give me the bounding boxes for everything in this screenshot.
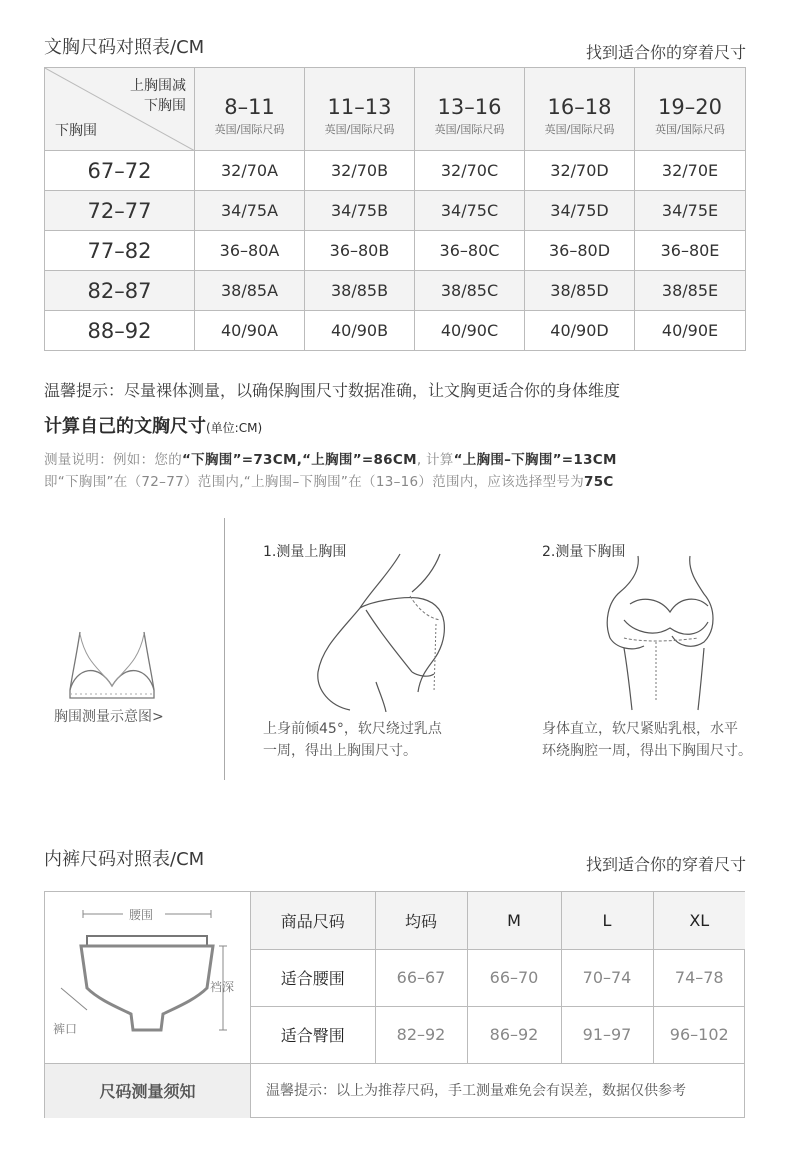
step1-title: 1.测量上胸围: [263, 544, 347, 560]
bra-diagram-icon: [62, 628, 162, 706]
bra-diagram-caption: 胸围测量示意图>: [54, 709, 164, 725]
size-cell: 38/85D: [525, 271, 635, 311]
measurement-tip: 温馨提示：尽量裸体测量，以确保胸围尺寸数据准确，让文胸更适合你的身体维度: [44, 381, 621, 400]
table-row: [45, 231, 746, 271]
panty-diagram-icon: [45, 892, 251, 1063]
panty-header-row: [251, 892, 745, 949]
size-cell: 38/85E: [635, 271, 746, 311]
size-cell: 40/90B: [305, 311, 415, 351]
crotch-depth-label: 裆深: [210, 980, 235, 994]
calc-example-line2: 即“下胸围”在（72–77）范围内,“上胸围–下胸围”在（13–16）范围内，应该选择型号为75C: [44, 474, 614, 490]
column-header: 13–16 英国/国际尺码: [415, 68, 525, 151]
size-cell: 82–92: [375, 1006, 467, 1063]
bra-size-title: 文胸尺码对照表/CM: [44, 37, 205, 58]
panty-size-title: 内裤尺码对照表/CM: [44, 849, 205, 870]
bra-size-subtitle: 找到适合你的穿着尺寸: [585, 43, 746, 62]
step1-description: 上身前倾45°，软尺绕过乳点 一周，得出上胸围尺寸。: [263, 721, 442, 759]
size-cell: 34/75A: [195, 191, 305, 231]
size-cell: 40/90C: [415, 311, 525, 351]
size-notice-text: 温馨提示：以上为推荐尺码，手工测量难免会有误差，数据仅供参考: [252, 1063, 745, 1118]
corner-bottom-label: 下胸围: [55, 123, 97, 139]
size-cell: 36–80B: [305, 231, 415, 271]
column-header: 19–20 英国/国际尺码: [635, 68, 746, 151]
column-header: 8–11 英国/国际尺码: [195, 68, 305, 151]
upper-bust-measure-illustration: [300, 552, 470, 712]
size-cell: 38/85B: [305, 271, 415, 311]
row-label: 适合腰围: [251, 949, 375, 1006]
table-row: [45, 151, 746, 191]
panty-diagram-cell: [45, 892, 251, 1063]
step2-description: 身体直立，软尺紧贴乳根，水平 环绕胸腔一周，得出下胸围尺寸。: [542, 721, 752, 759]
table-row: [45, 311, 746, 351]
row-label: 适合臀围: [251, 1006, 375, 1063]
under-bust-measure-illustration: [580, 552, 740, 712]
size-cell: 36–80E: [635, 231, 746, 271]
table-corner-cell: [45, 68, 195, 151]
size-cell: 36–80A: [195, 231, 305, 271]
size-cell: 38/85A: [195, 271, 305, 311]
row-label: 72–77: [45, 191, 195, 231]
size-cell: 34/75B: [305, 191, 415, 231]
size-notice-label: 尺码测量须知: [45, 1063, 251, 1118]
size-cell: 96–102: [653, 1006, 745, 1063]
size-cell: 34/75E: [635, 191, 746, 231]
calc-example-line1: 测量说明：例如：您的“下胸围”=73CM,“上胸围”=86CM, 计算“上胸围–下胸围”=13CM: [44, 452, 617, 468]
calc-title: 计算自己的文胸尺寸(单位:CM): [44, 416, 263, 437]
row-label: 82–87: [45, 271, 195, 311]
corner-top-label: 上胸围减 下胸围: [130, 78, 186, 114]
size-cell: 66–67: [375, 949, 467, 1006]
leg-opening-label: 裤口: [53, 1022, 78, 1036]
size-cell: 86–92: [467, 1006, 561, 1063]
size-cell: 40/90E: [635, 311, 746, 351]
column-header: 商品尺码: [251, 892, 375, 949]
row-label: 88–92: [45, 311, 195, 351]
size-cell: 91–97: [561, 1006, 653, 1063]
table-header-row: [45, 68, 746, 151]
row-label: 67–72: [45, 151, 195, 191]
column-header: L: [561, 892, 653, 949]
bra-size-table: [44, 67, 746, 351]
column-header: M: [467, 892, 561, 949]
column-header: 16–18 英国/国际尺码: [525, 68, 635, 151]
row-label: 77–82: [45, 231, 195, 271]
column-header: 11–13 英国/国际尺码: [305, 68, 415, 151]
divider-line: [224, 518, 225, 780]
size-cell: 40/90A: [195, 311, 305, 351]
size-cell: 34/75D: [525, 191, 635, 231]
size-cell: 38/85C: [415, 271, 525, 311]
panty-size-subtitle: 找到适合你的穿着尺寸: [585, 855, 746, 874]
column-header: XL: [653, 892, 745, 949]
size-cell: 34/75C: [415, 191, 525, 231]
size-cell: 32/70C: [415, 151, 525, 191]
size-cell: 40/90D: [525, 311, 635, 351]
table-row: [45, 191, 746, 231]
size-cell: 32/70D: [525, 151, 635, 191]
column-header: 均码: [375, 892, 467, 949]
table-row: [45, 271, 746, 311]
size-cell: 74–78: [653, 949, 745, 1006]
table-row: [251, 1006, 745, 1063]
size-cell: 70–74: [561, 949, 653, 1006]
size-cell: 32/70A: [195, 151, 305, 191]
size-cell: 36–80D: [525, 231, 635, 271]
waist-label: 腰围: [129, 908, 154, 922]
panty-size-grid: [251, 892, 745, 1064]
panty-size-table: [44, 891, 745, 1118]
table-row: [251, 949, 745, 1006]
size-cell: 32/70B: [305, 151, 415, 191]
size-cell: 36–80C: [415, 231, 525, 271]
step2-title: 2.测量下胸围: [542, 544, 626, 560]
size-cell: 66–70: [467, 949, 561, 1006]
size-cell: 32/70E: [635, 151, 746, 191]
